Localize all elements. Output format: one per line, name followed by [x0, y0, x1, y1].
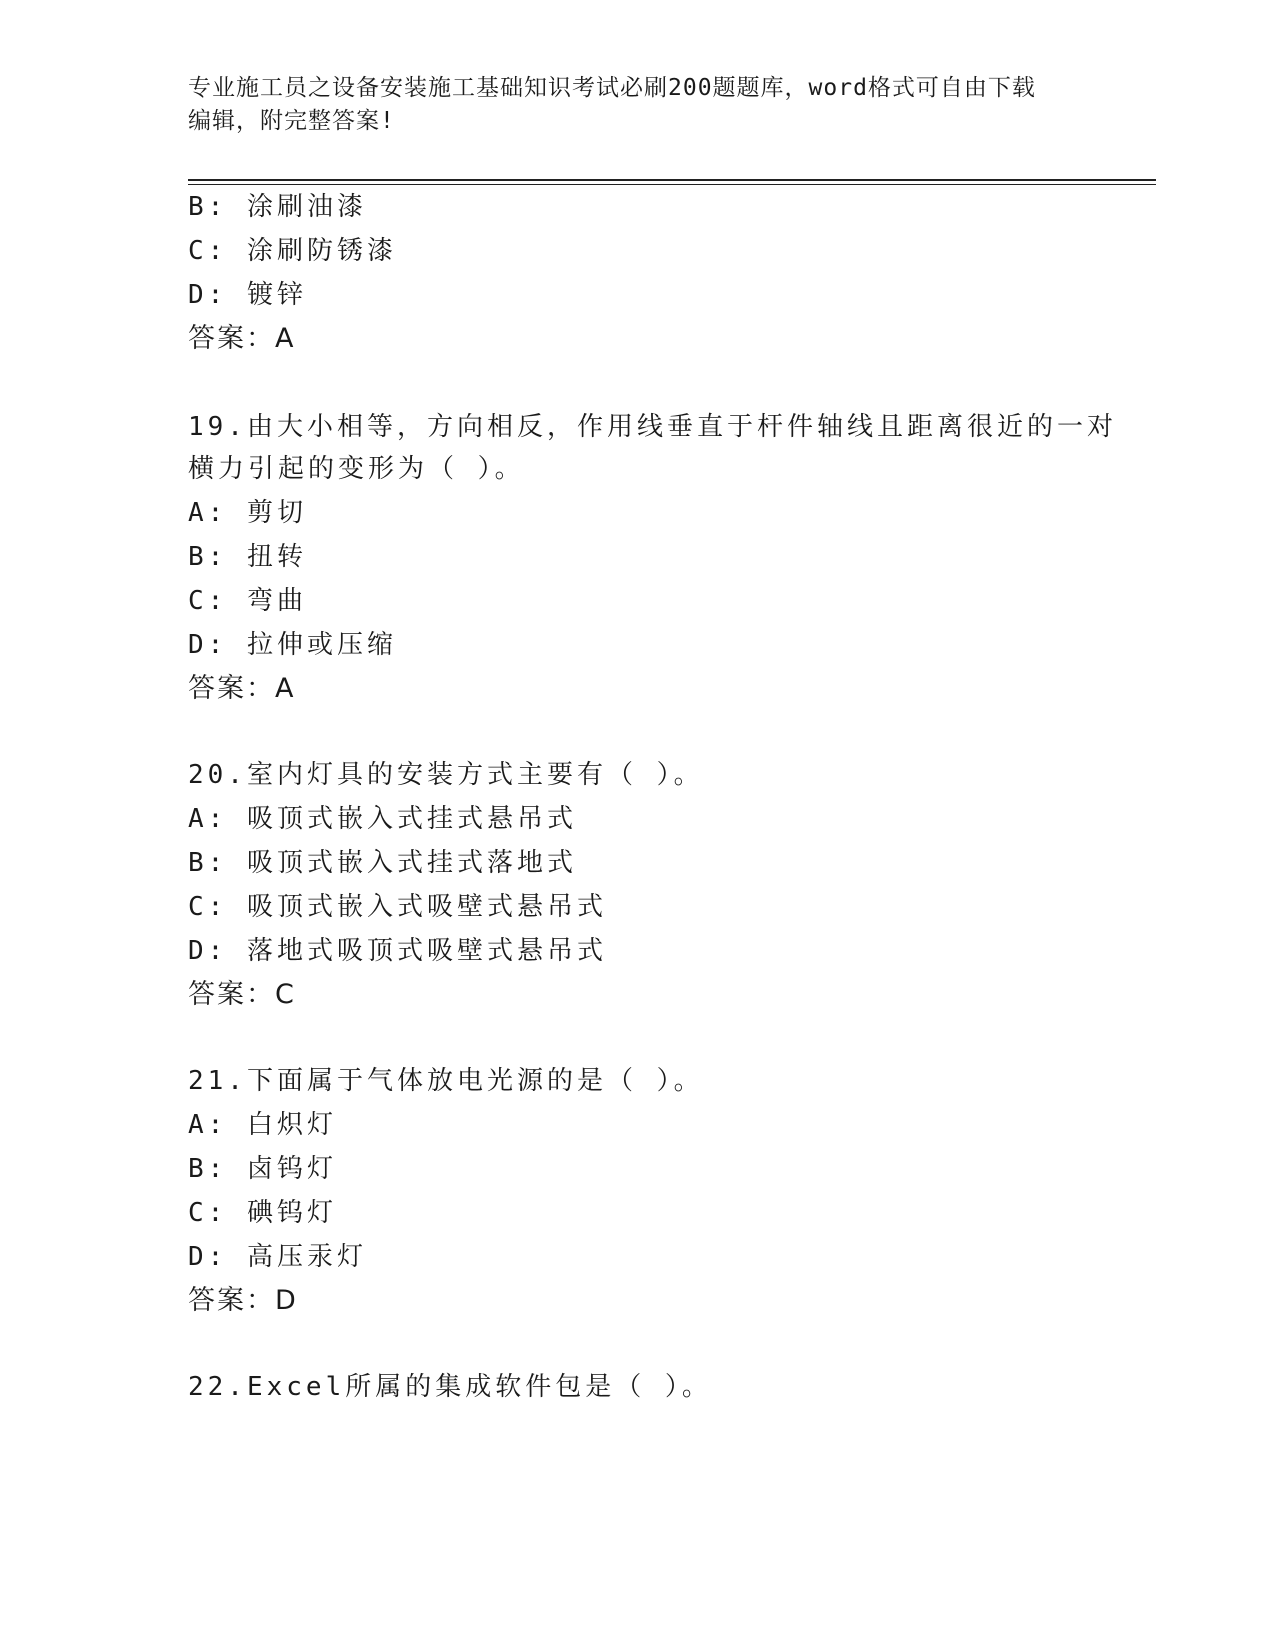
q21-option-a: A: 白炽灯 [188, 1110, 337, 1140]
q21-option-c: C: 碘钨灯 [188, 1198, 337, 1228]
q20-answer: 答案：C [188, 979, 296, 1010]
q19-option-d: D: 拉伸或压缩 [188, 630, 397, 660]
q20-option-d: D: 落地式吸顶式吸壁式悬吊式 [188, 936, 607, 966]
q18-option-c: C: 涂刷防锈漆 [188, 236, 397, 266]
document-header [188, 72, 1088, 138]
q19-option-c: C: 弯曲 [188, 586, 307, 616]
q19-stem-line-1: 19.由大小相等，方向相反，作用线垂直于杆件轴线且距离很近的一对 [188, 412, 1117, 442]
q18-option-b: B: 涂刷油漆 [188, 192, 367, 222]
q22-stem: 22.Excel所属的集成软件包是（ ）。 [188, 1372, 712, 1402]
q21-option-b: B: 卤钨灯 [188, 1154, 337, 1184]
q19-answer: 答案：A [188, 673, 296, 704]
q20-option-c: C: 吸顶式嵌入式吸壁式悬吊式 [188, 892, 607, 922]
q19-option-b: B: 扭转 [188, 542, 307, 572]
q21-option-d: D: 高压汞灯 [188, 1242, 367, 1272]
q19-stem-line-2: 横力引起的变形为（ ）。 [188, 454, 525, 484]
q18-option-d: D: 镀锌 [188, 280, 307, 310]
header-title-line-1: 专业施工员之设备安装施工基础知识考试必刷200题题库，word格式可自由下载 [188, 75, 1036, 101]
header-divider-thin [188, 184, 1156, 185]
q21-stem: 21.下面属于气体放电光源的是（ ）。 [188, 1066, 704, 1096]
q19-option-a: A: 剪切 [188, 498, 307, 528]
header-divider-thick [188, 179, 1156, 181]
q21-answer: 答案：D [188, 1285, 298, 1316]
q20-stem: 20.室内灯具的安装方式主要有（ ）。 [188, 760, 704, 790]
header-title-line-2: 编辑，附完整答案! [188, 108, 395, 134]
q20-option-b: B: 吸顶式嵌入式挂式落地式 [188, 848, 577, 878]
q20-option-a: A: 吸顶式嵌入式挂式悬吊式 [188, 804, 577, 834]
q18-answer: 答案：A [188, 323, 296, 354]
